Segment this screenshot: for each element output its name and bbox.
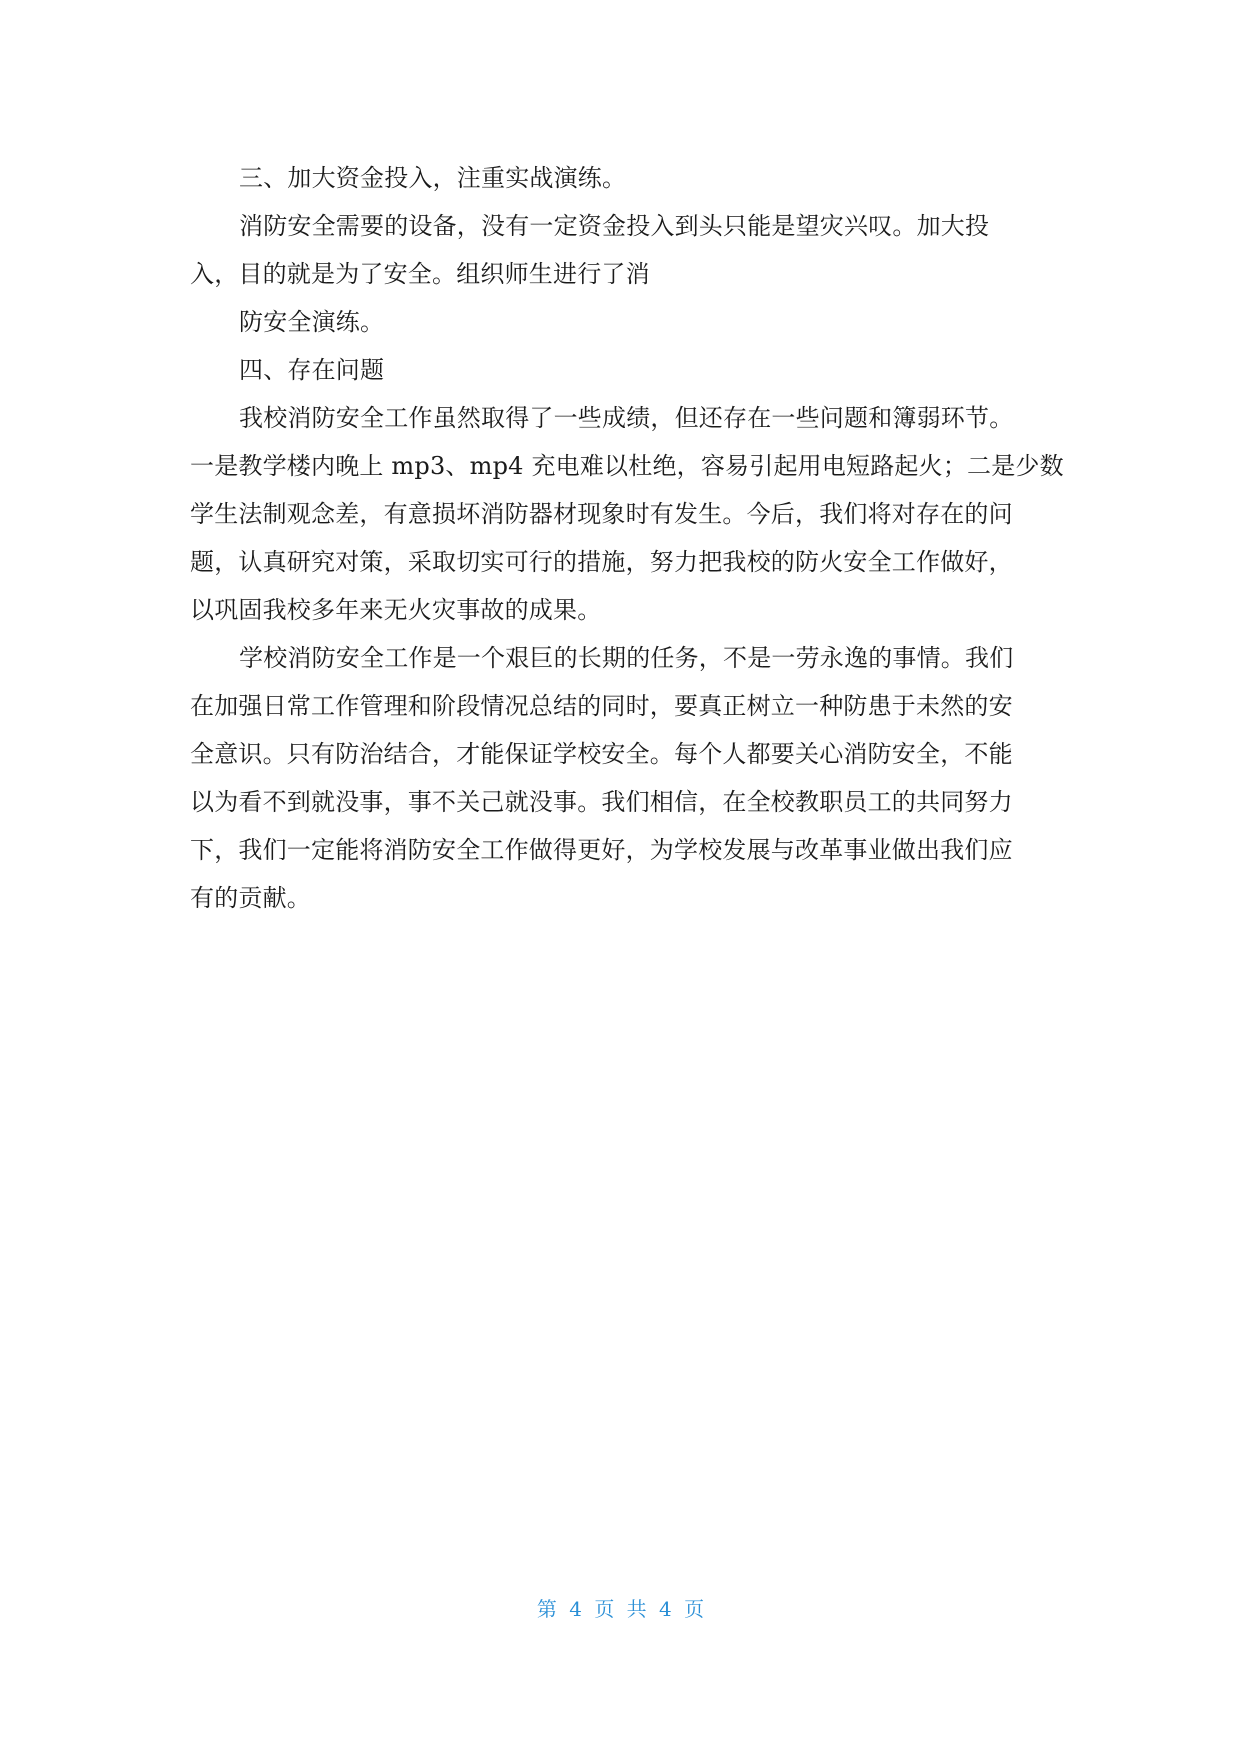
paragraph-line: 以巩固我校多年来无火灾事故的成果。 <box>190 596 602 624</box>
page-number-footer: 第 4 页 共 4 页 <box>536 1597 705 1621</box>
paragraph-line: 题，认真研究对策，采取切实可行的措施，努力把我校的防火安全工作做好， <box>190 548 1013 576</box>
paragraph-line: 在加强日常工作管理和阶段情况总结的同时，要真正树立一种防患于未然的安 <box>190 692 1013 720</box>
paragraph-line: 下，我们一定能将消防安全工作做得更好，为学校发展与改革事业做出我们应 <box>190 836 1013 864</box>
paragraph-line: 学校消防安全工作是一个艰巨的长期的任务，不是一劳永逸的事情。我们 <box>239 644 1014 672</box>
paragraph-line: 消防安全需要的设备，没有一定资金投入到头只能是望灾兴叹。加大投 <box>239 212 990 240</box>
section-heading: 三、加大资金投入，注重实战演练。 <box>239 164 627 192</box>
paragraph-line: 防安全演练。 <box>239 308 385 336</box>
paragraph-line: 以为看不到就没事，事不关己就没事。我们相信，在全校教职员工的共同努力 <box>190 788 1013 816</box>
paragraph-line: 全意识。只有防治结合，才能保证学校安全。每个人都要关心消防安全，不能 <box>190 740 1013 768</box>
paragraph-line: 学生法制观念差，有意损坏消防器材现象时有发生。今后，我们将对存在的问 <box>190 500 1013 528</box>
section-heading: 四、存在问题 <box>239 356 385 384</box>
paragraph-line: 入，目的就是为了安全。组织师生进行了消 <box>190 260 650 288</box>
paragraph-line: 我校消防安全工作虽然取得了一些成绩，但还存在一些问题和簿弱环节。 <box>239 404 1014 432</box>
paragraph-line: 一是教学楼内晚上 mp3、mp4 充电难以杜绝，容易引起用电短路起火；二是少数 <box>190 452 1064 480</box>
paragraph-line: 有的贡献。 <box>190 884 311 912</box>
